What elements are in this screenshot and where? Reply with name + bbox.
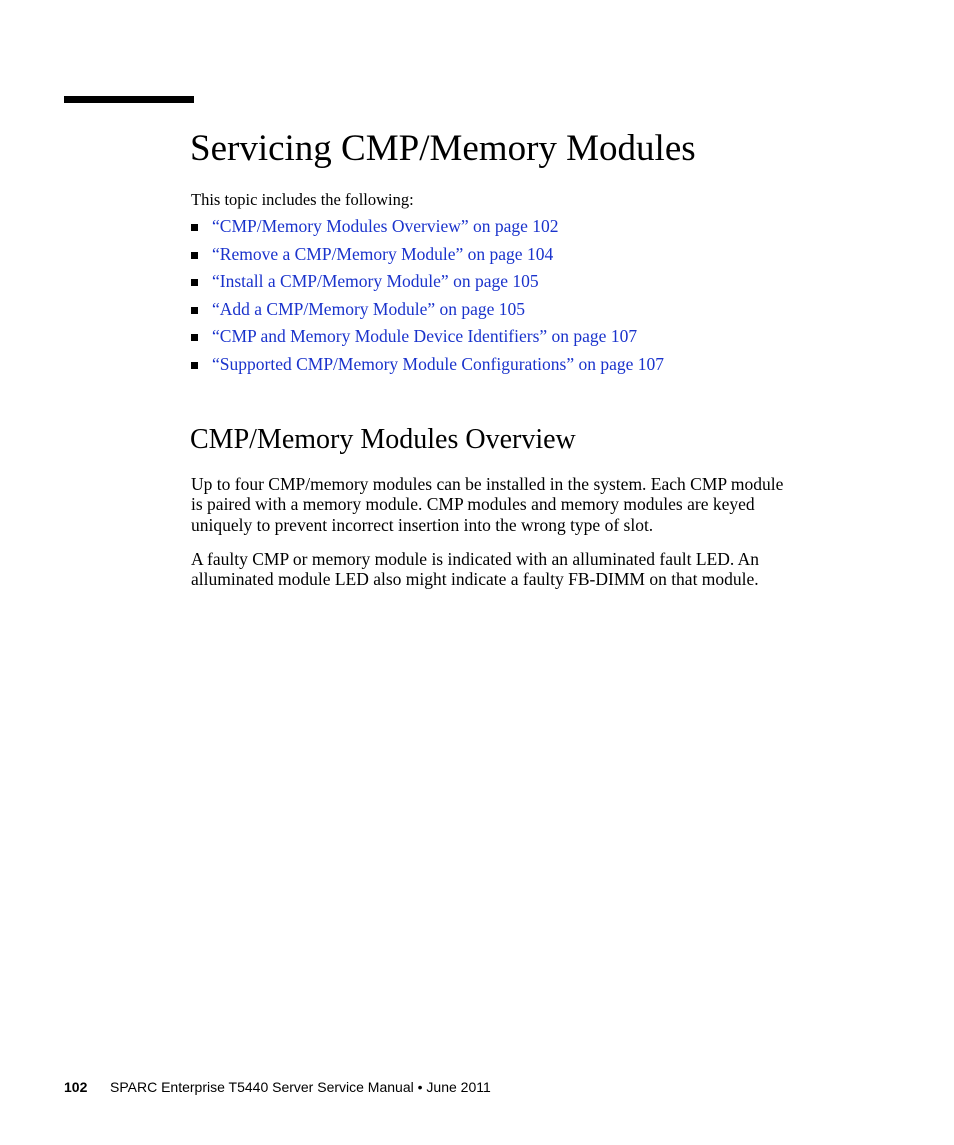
toc-link-configurations[interactable]: “Supported CMP/Memory Module Configurations” on page 107 [212, 353, 665, 374]
overview-paragraph-2 [191, 549, 841, 590]
bullet-icon [191, 334, 198, 341]
bullet-icon [191, 307, 198, 314]
bullet-icon [191, 279, 198, 286]
paragraph-line: uniquely to prevent incorrect insertion into the wrong type of slot. [191, 514, 654, 535]
toc-link-identifiers[interactable]: “CMP and Memory Module Device Identifiers” on page 107 [212, 326, 638, 346]
section-heading: CMP/Memory Modules Overview [190, 424, 576, 455]
toc-link-install[interactable]: “Install a CMP/Memory Module” on page 105 [212, 271, 539, 291]
overview-paragraph-1 [191, 474, 841, 535]
list-item [191, 216, 664, 244]
paragraph-line: Up to four CMP/memory modules can be installed in the system. Each CMP module [191, 474, 784, 494]
page-footer [64, 1078, 491, 1096]
list-item [191, 299, 664, 327]
page-number: 102 [64, 1079, 88, 1095]
intro-text: This topic includes the following: [191, 190, 414, 209]
list-item [191, 271, 664, 299]
bullet-icon [191, 252, 198, 259]
bullet-icon [191, 224, 198, 231]
page-title: Servicing CMP/Memory Modules [190, 128, 696, 169]
paragraph-line: A faulty CMP or memory module is indicated with an alluminated fault LED. An [191, 549, 760, 569]
paragraph-line: alluminated module LED also might indicate a faulty FB-DIMM on that module. [191, 569, 759, 590]
chapter-rule [64, 96, 194, 103]
toc-link-add[interactable]: “Add a CMP/Memory Module” on page 105 [212, 298, 526, 319]
footer-text: SPARC Enterprise T5440 Server Service Manual • June 2011 [110, 1079, 491, 1095]
toc-link-remove[interactable]: “Remove a CMP/Memory Module” on page 104 [212, 243, 554, 264]
paragraph-line: is paired with a memory module. CMP modules and memory modules are keyed [191, 494, 755, 515]
bullet-icon [191, 362, 198, 369]
topic-list [191, 216, 664, 381]
toc-link-overview[interactable]: “CMP/Memory Modules Overview” on page 102 [212, 216, 559, 236]
list-item [191, 326, 664, 354]
list-item [191, 244, 664, 272]
list-item [191, 354, 664, 382]
